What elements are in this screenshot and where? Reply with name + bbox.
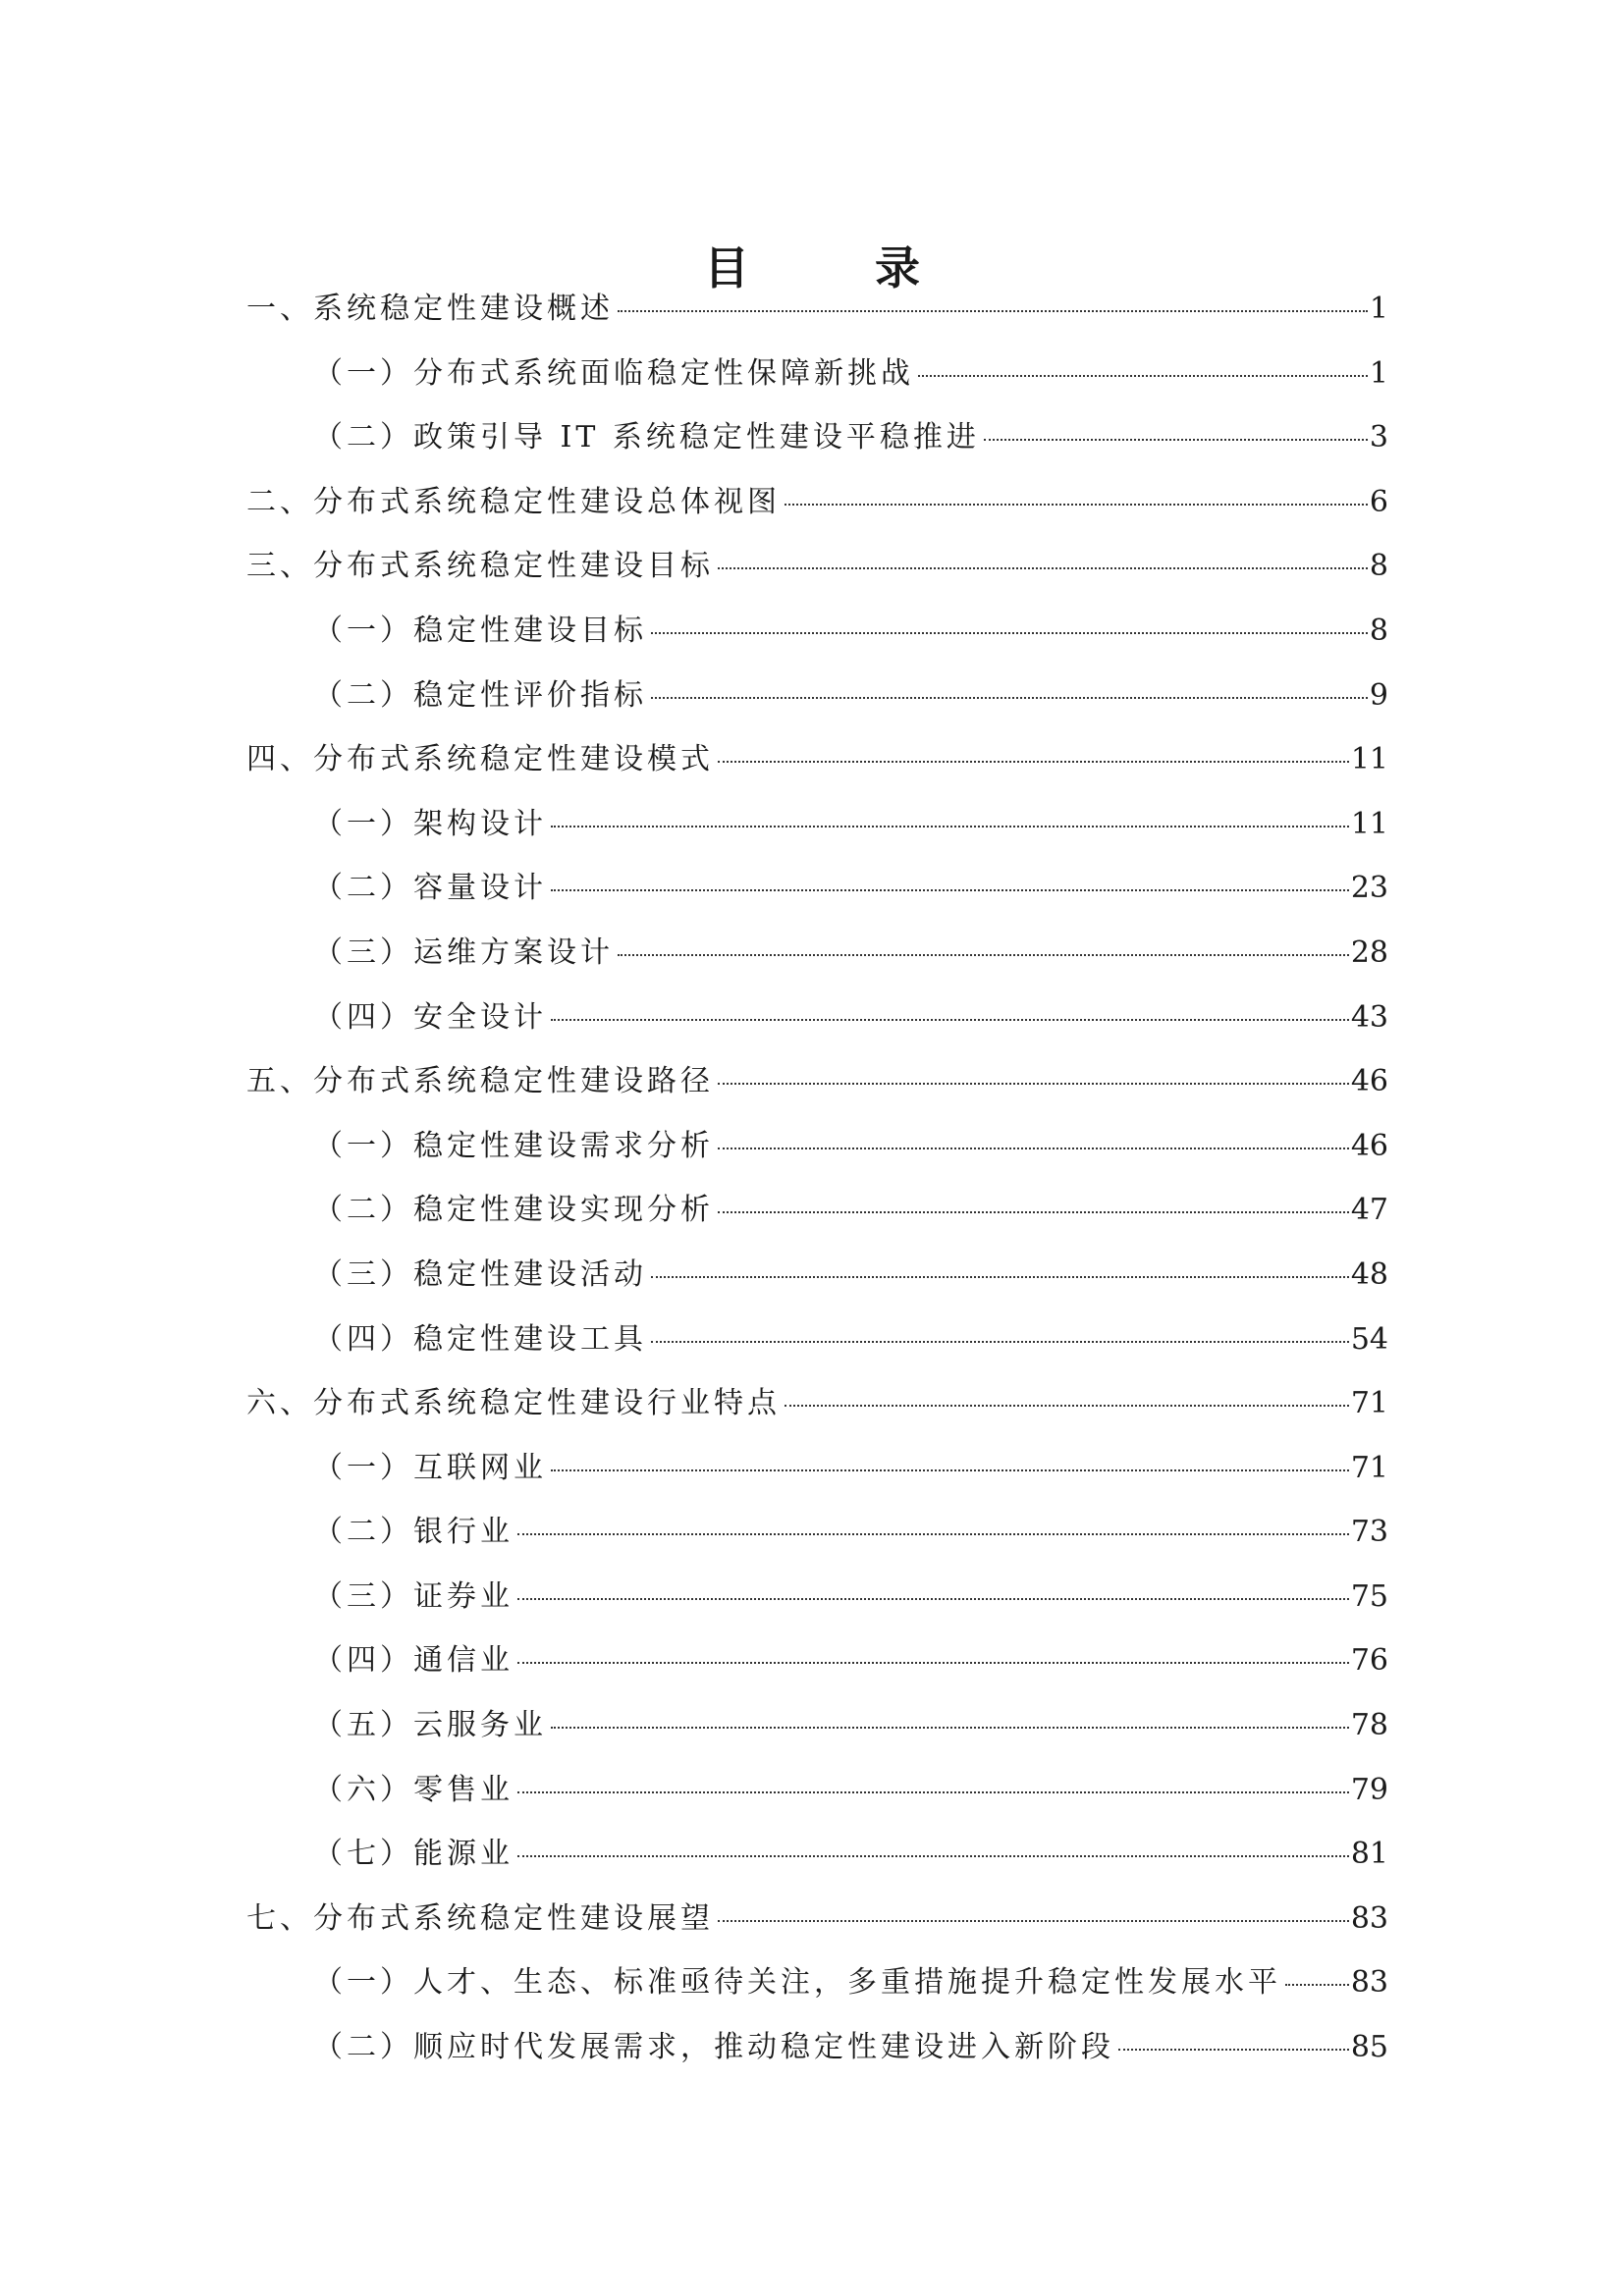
toc-entry-label: （四）稳定性建设工具 [313,1321,647,1357]
toc-entry-label: 七、分布式系统稳定性建设展望 [246,1900,714,1936]
toc-entry-label: （二）顺应时代发展需求，推动稳定性建设进入新阶段 [313,2030,1114,2065]
toc-section-entry[interactable] [246,1255,1388,1320]
toc-dot-leader [551,826,1349,828]
toc-entry-label: （三）稳定性建设活动 [313,1256,647,1292]
toc-page-number: 9 [1369,677,1388,713]
toc-entry-label: （三）运维方案设计 [313,934,614,970]
toc-section-entry[interactable] [246,1771,1388,1836]
toc-chapter-entry[interactable] [246,290,1388,354]
toc-section-entry[interactable] [246,1320,1388,1385]
toc-page-number: 28 [1350,934,1388,970]
toc-page-number: 71 [1350,1450,1388,1485]
toc-entry-label: 五、分布式系统稳定性建设路径 [246,1064,714,1099]
toc-page-number: 6 [1369,484,1388,519]
toc-section-entry[interactable] [246,934,1388,998]
toc-dot-leader [551,889,1349,891]
toc-section-entry[interactable] [246,1127,1388,1192]
toc-dot-leader [718,1920,1349,1922]
toc-entry-label: （七）能源业 [313,1837,514,1872]
toc-chapter-entry[interactable] [246,547,1388,612]
toc-entry-label: （二）容量设计 [313,871,547,906]
toc-page-number: 75 [1350,1578,1388,1614]
toc-section-entry[interactable] [246,998,1388,1063]
toc-section-entry[interactable] [246,354,1388,419]
toc-entry-label: 六、分布式系统稳定性建设行业特点 [246,1386,781,1421]
toc-dot-leader [718,1083,1349,1085]
toc-entry-label: （二）稳定性评价指标 [313,677,647,713]
toc-entry-label: （五）云服务业 [313,1708,547,1743]
toc-dot-leader [718,567,1368,569]
toc-page-number: 54 [1350,1321,1388,1357]
toc-dot-leader [984,439,1368,441]
toc-page-number: 71 [1350,1386,1388,1421]
toc-dot-leader [551,1727,1349,1729]
toc-dot-leader [651,1276,1349,1278]
toc-dot-leader [618,954,1349,956]
toc-dot-leader [551,1019,1349,1021]
toc-section-entry[interactable] [246,2028,1388,2093]
toc-section-entry[interactable] [246,1706,1388,1771]
toc-page-number: 11 [1350,742,1388,777]
toc-entry-label: （四）安全设计 [313,999,547,1035]
toc-page-number: 78 [1350,1708,1388,1743]
toc-dot-leader [718,761,1349,763]
toc-chapter-entry[interactable] [246,1384,1388,1449]
toc-page-number: 76 [1350,1643,1388,1679]
toc-chapter-entry[interactable] [246,483,1388,548]
toc-section-entry[interactable] [246,612,1388,676]
toc-dot-leader [551,1469,1349,1471]
toc-chapter-entry[interactable] [246,1899,1388,1964]
toc-page-number: 81 [1350,1837,1388,1872]
toc-page-number: 79 [1350,1772,1388,1807]
toc-dot-leader [517,1598,1349,1600]
page-title: 目 录 [703,240,975,294]
toc-section-entry[interactable] [246,1191,1388,1255]
toc-page-number: 23 [1350,871,1388,906]
toc-dot-leader [651,632,1368,634]
toc-page-number: 46 [1350,1128,1388,1163]
toc-entry-label: （二）稳定性建设实现分析 [313,1193,714,1228]
toc-entry-label: 一、系统稳定性建设概述 [246,292,614,326]
toc-chapter-entry[interactable] [246,1062,1388,1127]
toc-entry-label: （一）互联网业 [313,1450,547,1485]
toc-entry-label: （一）人才、生态、标准亟待关注，多重措施提升稳定性发展水平 [313,1965,1281,2001]
toc-section-entry[interactable] [246,805,1388,870]
toc-entry-label: （六）零售业 [313,1772,514,1807]
toc-entry-label: （二）政策引导 IT 系统稳定性建设平稳推进 [313,420,980,455]
toc-dot-leader [785,504,1368,506]
toc-page-number: 48 [1350,1256,1388,1292]
toc-entry-label: 四、分布式系统稳定性建设模式 [246,742,714,777]
toc-entry-label: （二）银行业 [313,1515,514,1550]
toc-entry-label: （一）架构设计 [313,806,547,841]
toc-section-entry[interactable] [246,1835,1388,1899]
toc-entry-label: （一）稳定性建设需求分析 [313,1128,714,1163]
toc-page-number: 8 [1369,613,1388,648]
toc-chapter-entry[interactable] [246,740,1388,805]
toc-page-number: 73 [1350,1515,1388,1550]
toc-dot-leader [618,310,1368,312]
toc-page-number: 3 [1369,420,1388,455]
toc-page-number: 83 [1350,1965,1388,2001]
toc-entry-label: （一）分布式系统面临稳定性保障新挑战 [313,355,914,391]
toc-dot-leader [718,1211,1349,1213]
toc-page-number: 47 [1350,1193,1388,1228]
toc-dot-leader [785,1405,1349,1407]
toc-section-entry[interactable] [246,869,1388,934]
toc-section-entry[interactable] [246,676,1388,741]
toc-dot-leader [517,1533,1349,1535]
toc-dot-leader [517,1791,1349,1793]
toc-section-entry[interactable] [246,1963,1388,2028]
toc-dot-leader [1118,2049,1349,2051]
toc-section-entry[interactable] [246,418,1388,483]
toc-section-entry[interactable] [246,1577,1388,1642]
toc-dot-leader [517,1662,1349,1664]
toc-page-number: 46 [1350,1064,1388,1099]
toc-dot-leader [1285,1984,1349,1986]
toc-entry-label: 三、分布式系统稳定性建设目标 [246,549,714,584]
toc-dot-leader [651,1341,1349,1343]
toc-page-number: 1 [1369,355,1388,391]
toc-page-number: 11 [1350,806,1388,841]
toc-section-entry[interactable] [246,1513,1388,1577]
toc-section-entry[interactable] [246,1641,1388,1706]
toc-page-number: 43 [1350,999,1388,1035]
toc-dot-leader [651,697,1368,699]
toc-entry-label: （一）稳定性建设目标 [313,613,647,648]
toc-page-number: 8 [1369,549,1388,584]
toc-entry-label: （四）通信业 [313,1643,514,1679]
toc-page-number: 83 [1350,1900,1388,1936]
toc-dot-leader [718,1148,1349,1149]
toc-dot-leader [918,375,1368,377]
toc-page-number: 85 [1350,2030,1388,2065]
table-of-contents [246,290,1388,2093]
toc-page-number: 1 [1369,292,1388,326]
toc-entry-label: 二、分布式系统稳定性建设总体视图 [246,484,781,519]
toc-dot-leader [517,1855,1349,1857]
toc-section-entry[interactable] [246,1449,1388,1514]
toc-entry-label: （三）证券业 [313,1578,514,1614]
